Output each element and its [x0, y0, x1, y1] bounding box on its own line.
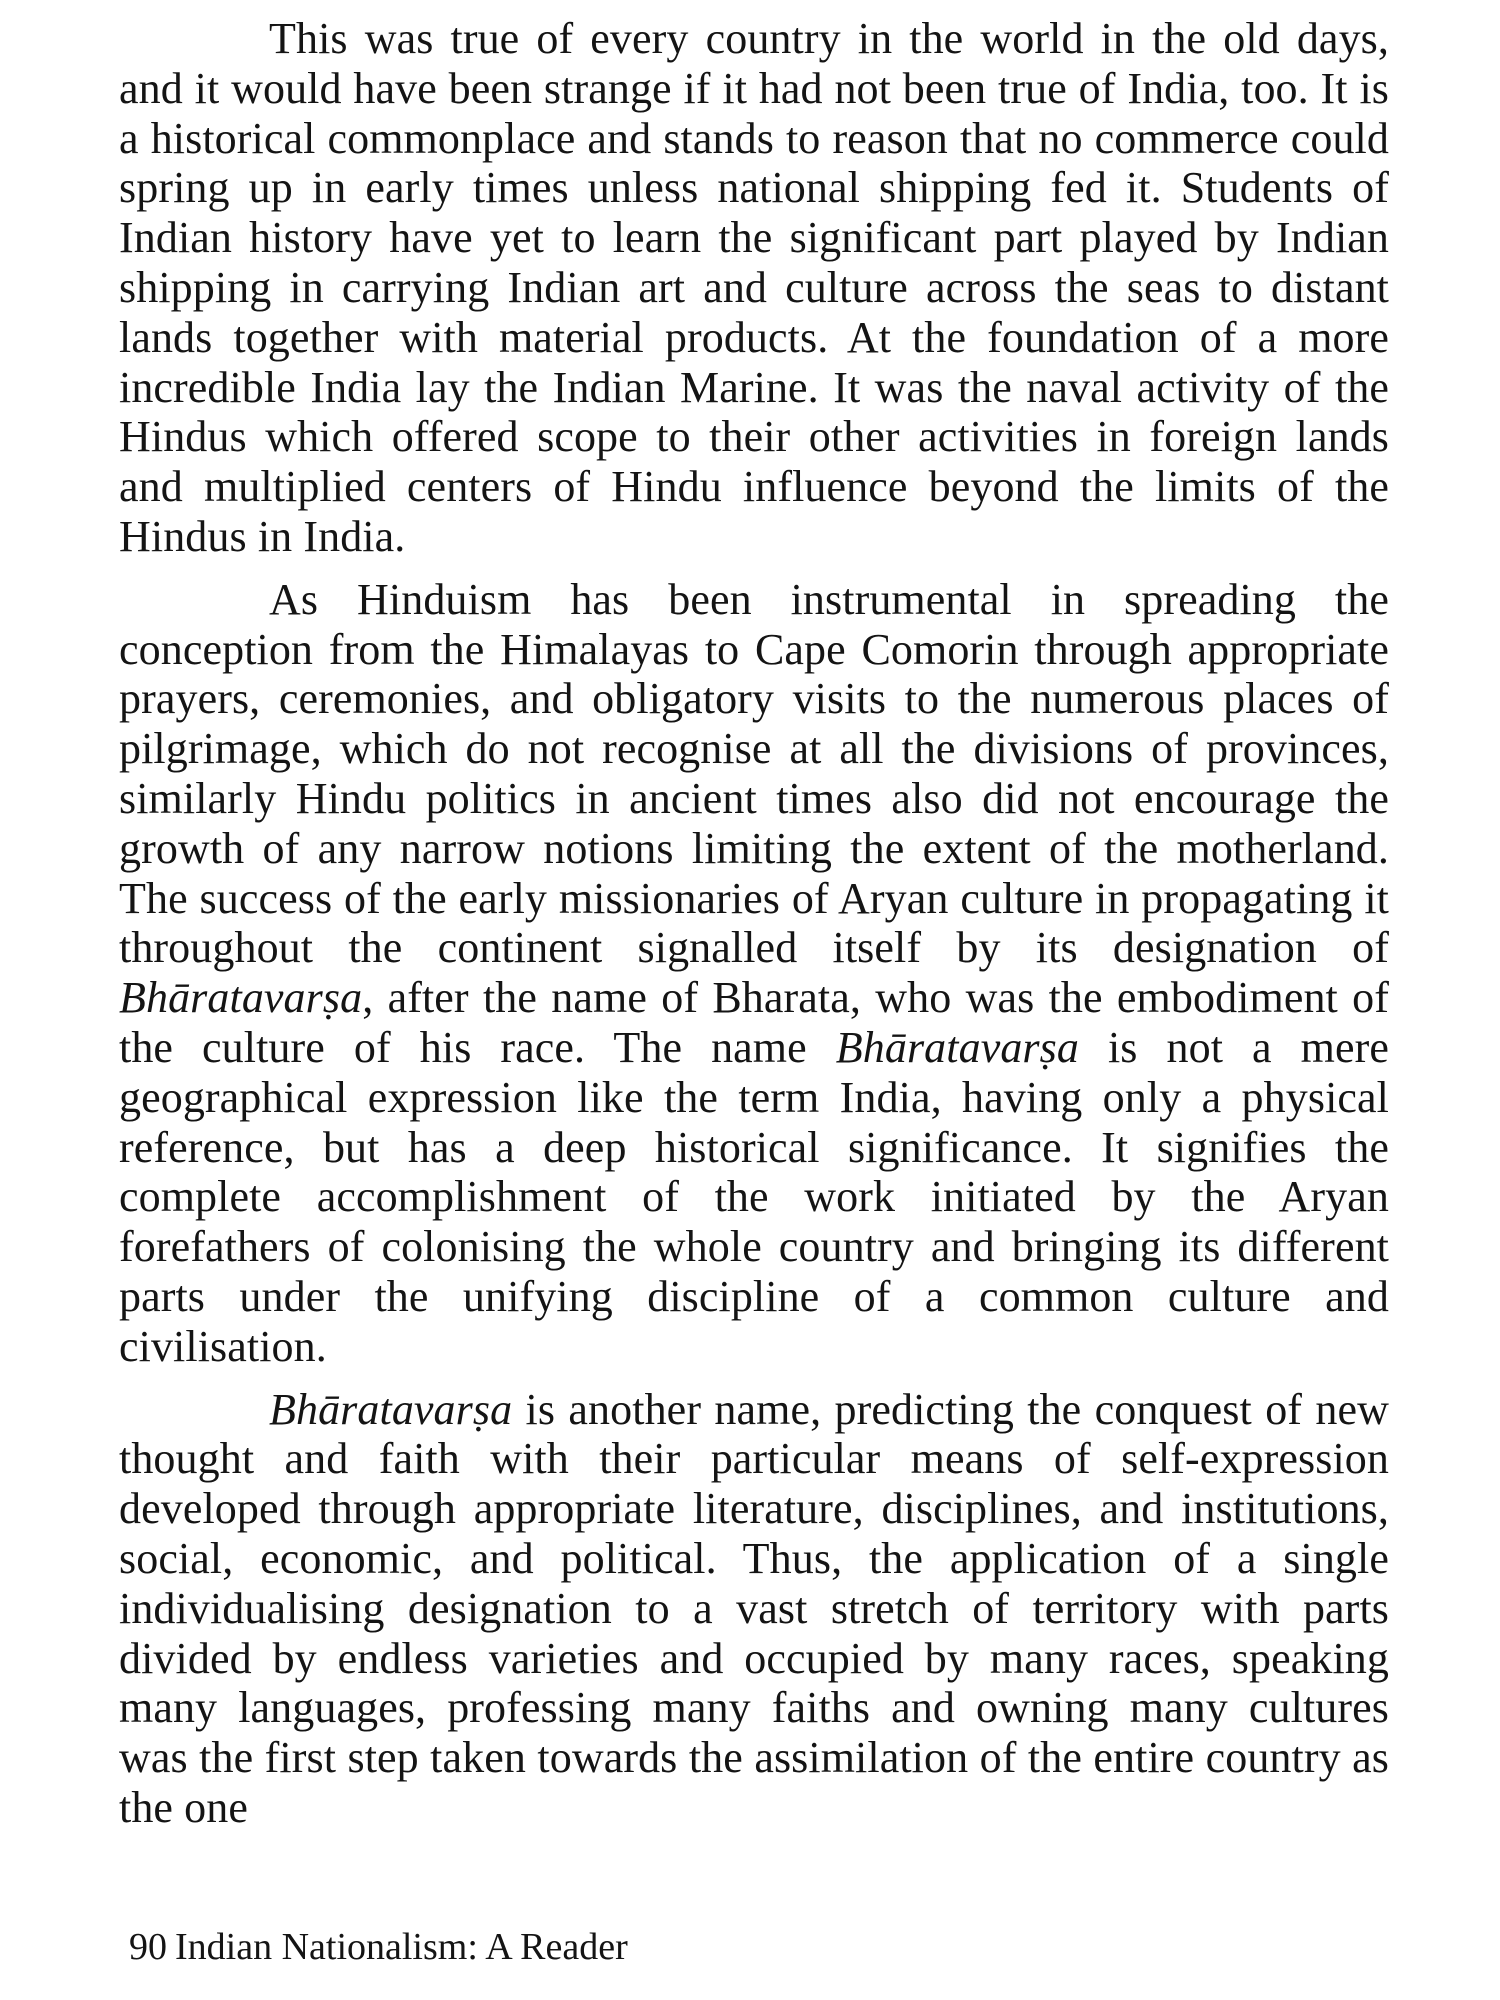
paragraph-text: is not a mere geographical expression like the term India, having only a physical reference, but has a deep historical significance. It signifies the complete accomplishment of the work initiated by the Aryan forefathers of colonising the whole country and bringing its different parts under the unifying discipline of a common culture and civilisation.: [119, 1022, 1390, 1371]
italic-term: Bhāratavarṣa: [835, 1022, 1079, 1072]
paragraph-text: , after the name of Bharata, who was the embodiment of the culture of his race. The name: [119, 973, 1389, 1072]
paragraph-hinduism-motherland: [119, 575, 1389, 1372]
paragraph-text: As Hinduism has been instrumental in spreading the conception from the Himalayas to Cape Comorin through appropriate prayers, ceremonies, and obligatory visits to the numerous places of pilgrimage, which do not recognise at all the divisions of provinces, similarly Hindu politics in ancient times also did not encourage the growth of any narrow notions limiting the extent of the motherland. The success of the early missionaries of Aryan culture in propagating it throughout the continent signalled itself by its designation of: [119, 574, 1389, 973]
book-title: Indian Nationalism: A Reader: [175, 1926, 628, 1968]
paragraph-bharatavarsa-name: [119, 1385, 1389, 1833]
paragraph-indian-shipping: [119, 14, 1389, 562]
italic-term: Bhāratavarṣa: [119, 973, 363, 1023]
italic-term: Bhāratavarṣa: [269, 1384, 513, 1434]
paragraph-text: is another name, predicting the conquest of new thought and faith with their particular means of self-expression developed through appropriate literature, disciplines, and institutions, social, economic, and political. Thus, the application of a single individualising designation to a vast stretch of territory with parts divided by endless varieties and occupied by many races, speaking many languages, professing many faiths and owning many cultures was the first step taken towards the assimilation of the entire country as the one: [119, 1384, 1389, 1832]
page-number: 90: [129, 1926, 167, 1968]
page-footer: [129, 1925, 628, 1969]
body-text: [119, 14, 1389, 1833]
paragraph-text: This was true of every country in the world in the old days, and it would have been strange if it had not been true of India, too. It is a historical commonplace and stands to reason that no commerce could spring up in early times unless national shipping fed it. Students of Indian history have yet to learn the significant part played by Indian shipping in carrying Indian art and culture across the seas to distant lands together with material products. At the foundation of a more incredible India lay the Indian Marine. It was the naval activity of the Hindus which offered scope to their other activities in foreign lands and multiplied centers of Hindu influence beyond the limits of the Hindus in India.: [119, 14, 1389, 561]
